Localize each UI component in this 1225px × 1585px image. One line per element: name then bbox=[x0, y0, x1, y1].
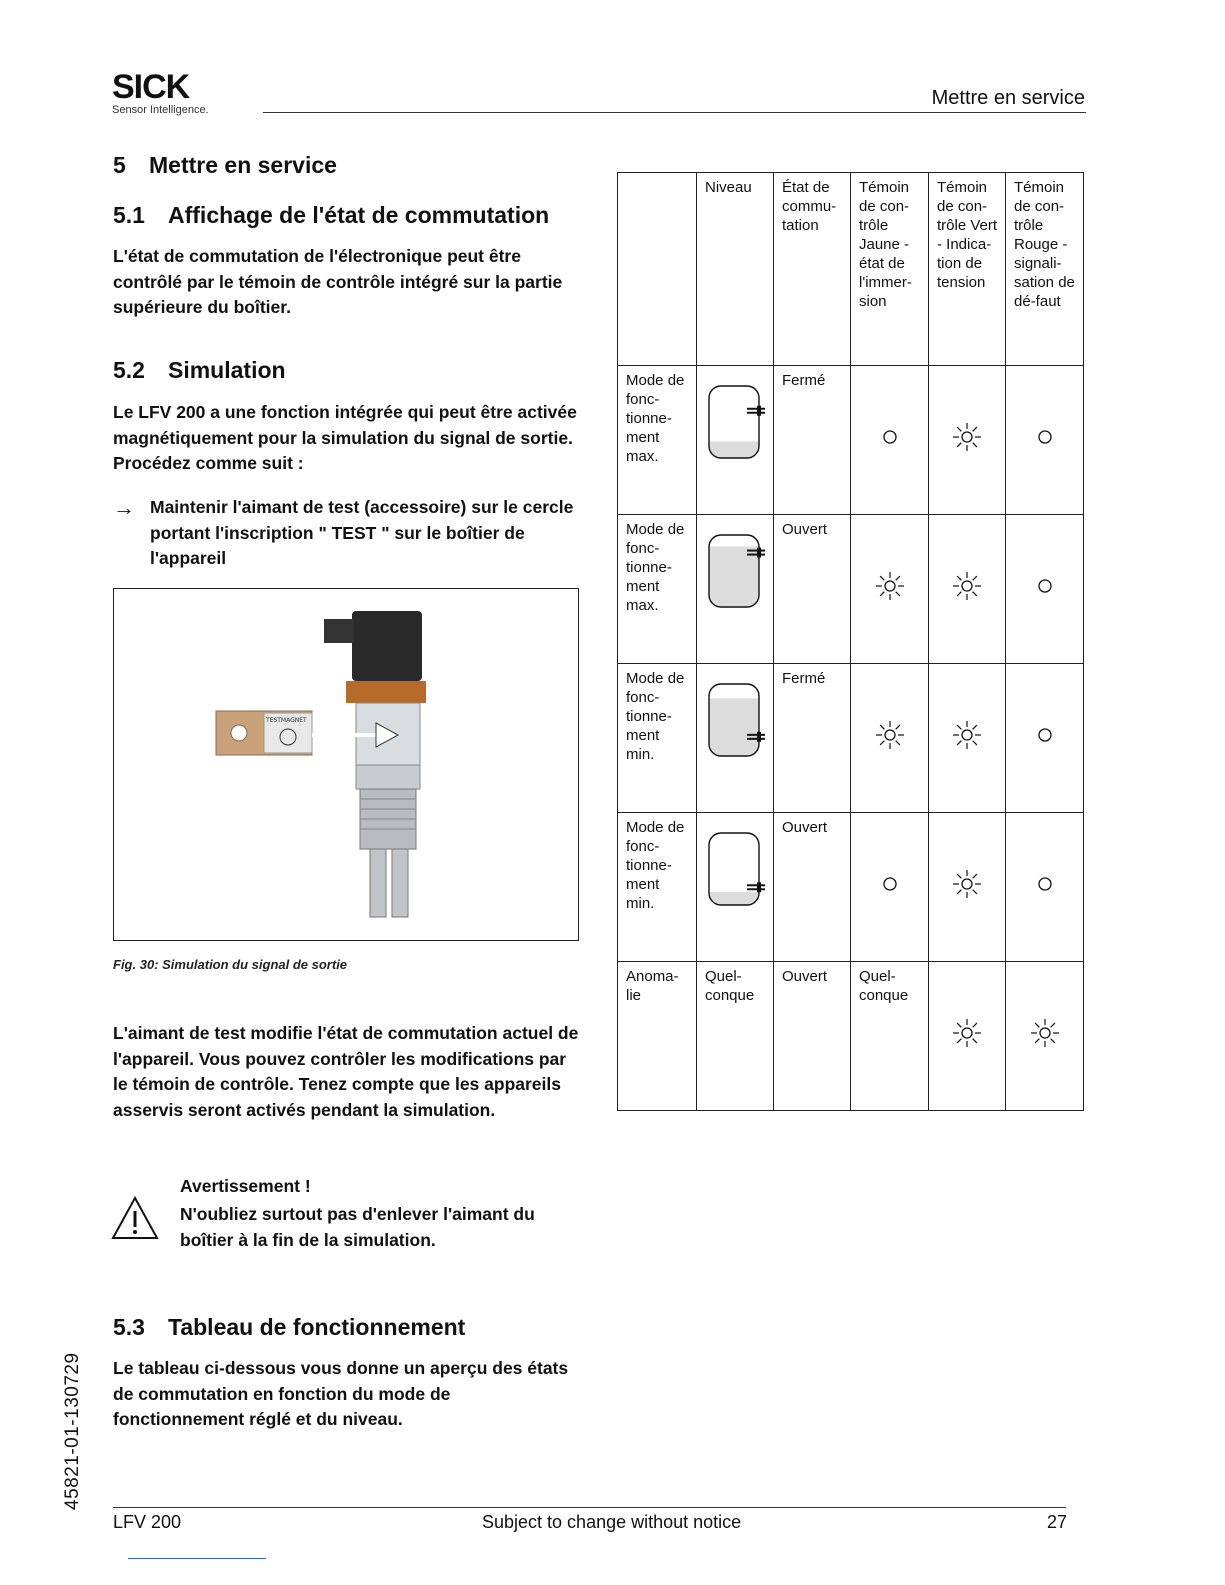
lamp-on-icon bbox=[874, 719, 906, 751]
red-lamp-cell bbox=[1006, 962, 1084, 1111]
header-cell bbox=[618, 173, 697, 366]
fork-sensor-icon bbox=[747, 882, 765, 892]
section-5-1-body: L'état de commutation de l'électronique peut être contrôlé par le témoin de contrôle intégré sur la partie supérieure du boîtier. bbox=[113, 246, 563, 317]
state-cell: Ouvert bbox=[774, 515, 851, 664]
level-cell: Quel-conque bbox=[697, 962, 774, 1111]
table-row bbox=[618, 366, 1084, 515]
lamp-on-icon bbox=[951, 1017, 983, 1049]
yellow-lamp-cell bbox=[851, 515, 929, 664]
red-lamp-cell bbox=[1006, 813, 1084, 962]
section-number: 5.1 bbox=[113, 202, 145, 228]
liquid-fill bbox=[709, 698, 759, 756]
section-5-3-body: Le tableau ci-dessous vous donne un aperçu des états de commutation en fonction du mode de fonctionnement réglé et du niveau. bbox=[113, 1358, 569, 1429]
section-5-2-heading bbox=[113, 357, 286, 384]
table-row bbox=[618, 962, 1084, 1111]
header-cell: Témoin de con-trôle Vert - Indica-tion de tension bbox=[929, 173, 1006, 366]
section-5-2-body-2: L'aimant de test modifie l'état de commutation actuel de l'appareil. Vous pouvez contrôler les modifications par le témoin de contrôle. Tenez compte que les appareils asservis seront activés pendant la simulation. bbox=[113, 1023, 579, 1120]
tank-level-icon bbox=[697, 378, 767, 466]
mode-cell: Mode de fonc-tionne-ment max. bbox=[618, 366, 697, 515]
state-cell: Ouvert bbox=[774, 813, 851, 962]
mode-cell: Mode de fonc-tionne-ment min. bbox=[618, 813, 697, 962]
logo-tagline: Sensor Intelligence. bbox=[112, 104, 209, 116]
lamp-on-icon bbox=[874, 570, 906, 602]
liquid-fill bbox=[709, 547, 759, 607]
sensor-photo-illustration bbox=[114, 589, 578, 940]
green-lamp-cell bbox=[929, 366, 1006, 515]
warning-text: N'oubliez surtout pas d'enlever l'aimant du boîtier à la fin de la simulation. bbox=[180, 1204, 535, 1250]
green-lamp-cell bbox=[929, 515, 1006, 664]
lamp-off-icon bbox=[874, 868, 906, 900]
lamp-off-icon bbox=[1029, 868, 1061, 900]
fork-sensor-icon bbox=[747, 406, 765, 416]
section-number: 5 bbox=[113, 152, 126, 178]
mode-cell: Mode de fonc-tionne-ment min. bbox=[618, 664, 697, 813]
lamp-on-icon bbox=[951, 570, 983, 602]
section-title: Tableau de fonctionnement bbox=[168, 1314, 466, 1340]
sick-logo: SICK bbox=[112, 68, 190, 106]
mode-cell: Mode de fonc-tionne-ment max. bbox=[618, 515, 697, 664]
bottom-link-line bbox=[128, 1558, 266, 1559]
section-5-2-body: Le LFV 200 a une fonction intégrée qui peut être activée magnétiquement pour la simulation du signal de sortie. Procédez comme suit : bbox=[113, 402, 577, 473]
lamp-on-icon bbox=[951, 421, 983, 453]
header-cell: Niveau bbox=[697, 173, 774, 366]
yellow-lamp-cell bbox=[851, 813, 929, 962]
header-cell: Témoin de con-trôle Rouge - signali-sation de dé-faut bbox=[1006, 173, 1084, 366]
footer-notice: Subject to change without notice bbox=[482, 1512, 742, 1532]
tank-level-icon bbox=[697, 527, 767, 615]
level-cell bbox=[697, 813, 774, 962]
step-text: Maintenir l'aimant de test (accessoire) sur le cercle portant l'inscription " TEST " sur le boîtier de l'appareil bbox=[150, 497, 574, 568]
lamp-on-icon bbox=[951, 719, 983, 751]
table-row bbox=[618, 813, 1084, 962]
header-cell: État de commu-tation bbox=[774, 173, 851, 366]
level-cell bbox=[697, 664, 774, 813]
red-lamp-cell bbox=[1006, 515, 1084, 664]
section-5-3-heading bbox=[113, 1314, 465, 1341]
table-row bbox=[618, 664, 1084, 813]
table-row bbox=[618, 515, 1084, 664]
liquid-fill bbox=[709, 441, 759, 458]
red-lamp-cell bbox=[1006, 664, 1084, 813]
yellow-lamp-cell bbox=[851, 664, 929, 813]
table-header-row bbox=[618, 173, 1084, 366]
yellow-lamp-cell: Quel-conque bbox=[851, 962, 929, 1111]
header-cell: Témoin de con-trôle Jaune - état de l'immer-sion bbox=[851, 173, 929, 366]
magnet-label: TESTMAGNET bbox=[266, 717, 307, 724]
lamp-on-icon bbox=[951, 868, 983, 900]
page-number: 27 bbox=[1047, 1512, 1068, 1532]
header-section-title: Mettre en service bbox=[931, 87, 1085, 109]
level-cell bbox=[697, 366, 774, 515]
section-5-heading bbox=[113, 152, 337, 179]
state-cell: Ouvert bbox=[774, 962, 851, 1111]
footer-product: LFV 200 bbox=[113, 1512, 182, 1532]
warning-title: Avertissement ! bbox=[180, 1176, 311, 1196]
level-cell bbox=[697, 515, 774, 664]
green-lamp-cell bbox=[929, 664, 1006, 813]
header-divider bbox=[263, 112, 1086, 113]
figure-simulation bbox=[113, 588, 579, 941]
tank-level-icon bbox=[697, 825, 767, 913]
yellow-lamp-cell bbox=[851, 366, 929, 515]
warning-triangle-icon bbox=[110, 1195, 160, 1246]
document-id: 45821-01-130729 bbox=[62, 1352, 83, 1510]
section-number: 5.2 bbox=[113, 357, 145, 383]
lamp-off-icon bbox=[1029, 719, 1061, 751]
state-cell: Fermé bbox=[774, 366, 851, 515]
arrow-icon: → bbox=[113, 495, 135, 520]
section-title: Simulation bbox=[168, 357, 286, 383]
section-title: Affichage de l'état de commutation bbox=[168, 202, 550, 228]
section-number: 5.3 bbox=[113, 1314, 145, 1340]
lamp-off-icon bbox=[1029, 570, 1061, 602]
figure-caption: Fig. 30: Simulation du signal de sortie bbox=[113, 957, 348, 972]
tank-level-icon bbox=[697, 676, 767, 764]
liquid-fill bbox=[709, 892, 759, 905]
lamp-on-icon bbox=[1029, 1017, 1061, 1049]
green-lamp-cell bbox=[929, 962, 1006, 1111]
state-cell: Fermé bbox=[774, 664, 851, 813]
section-title: Mettre en service bbox=[149, 152, 337, 178]
footer-divider bbox=[113, 1507, 1066, 1508]
red-lamp-cell bbox=[1006, 366, 1084, 515]
mode-cell: Anoma-lie bbox=[618, 962, 697, 1111]
section-5-1-heading bbox=[113, 202, 549, 229]
lamp-off-icon bbox=[874, 421, 906, 453]
function-table bbox=[617, 172, 1084, 1111]
lamp-off-icon bbox=[1029, 421, 1061, 453]
green-lamp-cell bbox=[929, 813, 1006, 962]
